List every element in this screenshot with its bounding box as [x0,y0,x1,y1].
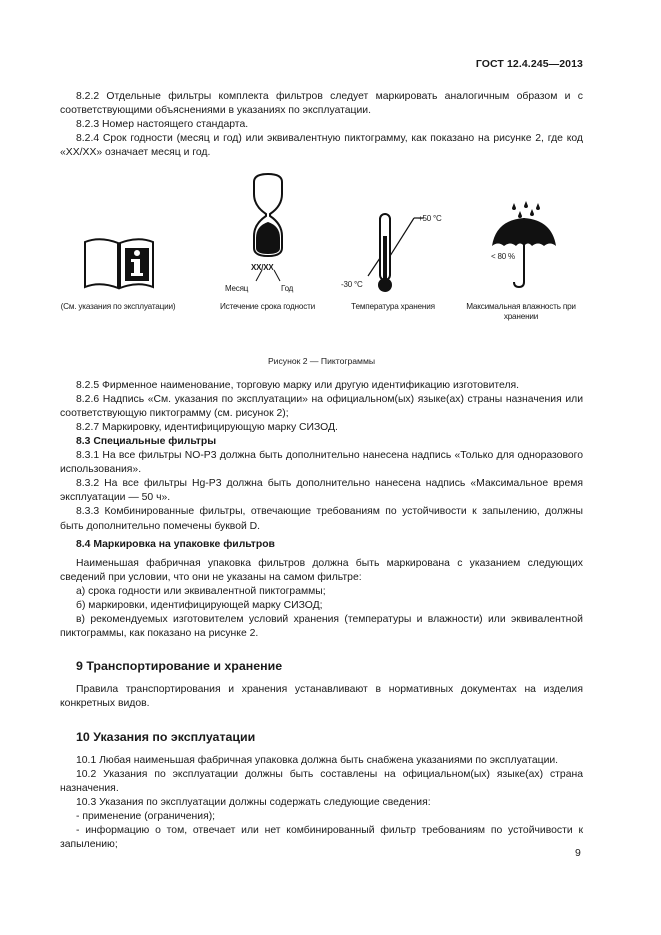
paragraph-8-2-4: 8.2.4 Срок годности (месяц и год) или эквивалентную пиктограмму, как показано на рисунке 2, где код «XX/XX» означает месяц и год. [60,133,583,159]
hourglass-year-label: Год [281,284,294,294]
thermo-max-label: +50 °С [418,214,442,224]
paragraph-10-1: 10.1 Любая наименьшая фабричная упаковка должна быть снабжена указаниями по эксплуатации. [76,754,559,766]
paragraph-8-2-6: 8.2.6 Надпись «См. указания по эксплуатации» на официальном(ых) языке(ах) страны назначения или соответствующую пиктограмму (см. рисунок 2); [60,393,583,419]
figure-caption: Рисунок 2 — Пиктограммы [267,356,376,367]
hourglass-icon [248,172,288,258]
list-item-10-3-dust-info: - информацию о том, отвечает или нет комбинированный фильтр требованиям по устойчивости к запылению; [60,825,583,851]
heading-8-3: 8.3 Специальные фильтры [76,435,217,447]
page-content [60,90,583,852]
paragraph-8-3-1: 8.3.1 На все фильтры NO-P3 должна быть дополнительно нанесена надпись «Только для одноразового использования». [60,450,583,476]
document-standard-header: ГОСТ 12.4.245—2013 [475,58,583,70]
umbrella-humidity-icon [490,198,562,288]
pictograms-figure [60,168,583,346]
paragraph-10-2: 10.2 Указания по эксплуатации должны быть составлены на официальном(ых) языке(ах) страна назначения. [60,768,583,794]
heading-section-10: 10 Указания по эксплуатации [76,729,256,744]
list-item-8-4-a: а) срока годности или эквивалентной пиктограммы; [76,585,326,597]
heading-8-4: 8.4 Маркировка на упаковке фильтров [76,538,275,550]
paragraph-8-2-5: 8.2.5 Фирменное наименование, торговую марку или другую идентификацию изготовителя. [76,379,520,391]
heading-section-9: 9 Транспортирование и хранение [76,659,283,674]
hourglass-month-label: Месяц [225,284,249,294]
hourglass-caption: Истечение срока годности [219,302,316,312]
paragraph-8-3-2: 8.3.2 На все фильтры Hg-P3 должна быть дополнительно нанесена надпись «Максимальное время эксплуатации — 50 ч». [60,478,583,504]
paragraph-10-3: 10.3 Указания по эксплуатации должны содержать следующие сведения: [76,796,431,808]
page-number: 9 [575,847,581,859]
paragraph-8-2-3: 8.2.3 Номер настоящего стандарта. [76,119,249,131]
humidity-caption: Максимальная влажность при хранении [466,302,576,322]
paragraph-8-2-2: 8.2.2 Отдельные фильтры комплекта фильтров следует маркировать аналогичным образом и с соответствующими объяснениями в указаниях по эксплуатации. [60,91,583,117]
thermo-caption: Температура хранения [351,302,435,312]
instructions-caption: (См. указания по эксплуатации) [60,302,176,312]
paragraph-section-9: Правила транспортирования и хранения устанавливают в нормативных документах на изделия конкретных видов. [60,684,583,710]
humidity-value-label: < 80 % [490,250,516,264]
list-item-8-4-b: б) маркировки, идентифицирующей марку СИЗОД; [76,599,323,611]
instructions-book-icon [82,234,156,290]
hourglass-code: XX/XX [251,263,274,273]
list-item-10-3-application: - применение (ограничения); [76,811,216,822]
thermo-min-label: -30 °С [341,280,363,290]
paragraph-8-4-intro: Наименьшая фабричная упаковка фильтров должна быть маркирована с указанием следующих сведений при условии, что они не указаны на самом фильтре: [60,557,583,583]
hourglass-pointer-lines [248,269,288,283]
paragraph-8-2-7: 8.2.7 Маркировку, идентифицирующую марку СИЗОД. [76,421,338,433]
paragraph-8-3-3: 8.3.3 Комбинированные фильтры, отвечающие требованиям по устойчивости к запылению, должны быть дополнительно помечены буквой D. [60,506,583,532]
list-item-8-4-c: в) рекомендуемых изготовителем условий хранения (температуры и влажности) или эквивалентной пиктограммы, как показано на рисунке 2. [60,614,583,640]
